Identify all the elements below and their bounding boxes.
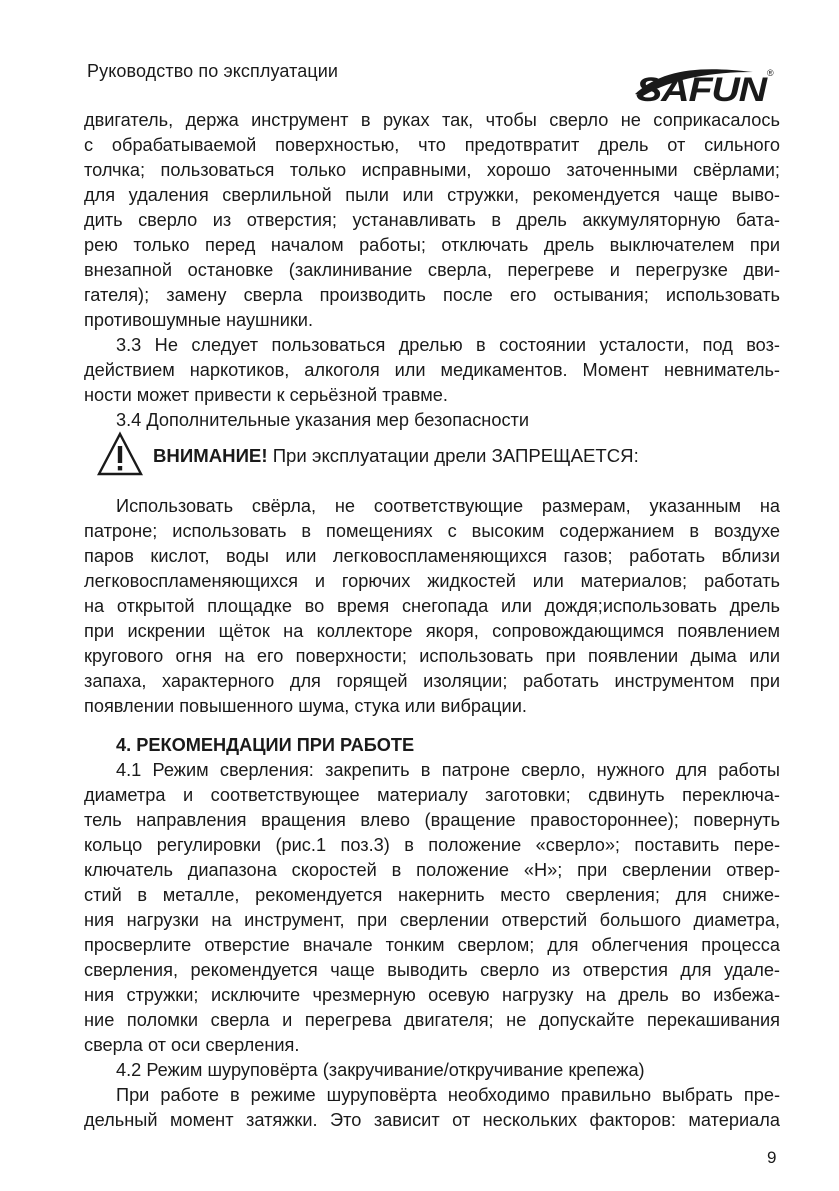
text-line: Использовать свёрла, не соответствующие размерам, указанным на <box>116 496 780 516</box>
text-line: на открытой площадке во время снегопада или дождя;использовать дрель <box>84 596 780 616</box>
text-line: стий в металле, рекомендуется накернить место сверления; для сниже- <box>84 885 780 905</box>
text-line: 4.2 Режим шуруповёрта (закручивание/откручивание крепежа) <box>116 1060 645 1080</box>
text-line: 3.3 Не следует пользоваться дрелью в состоянии усталости, под воз- <box>116 335 780 355</box>
text-line: гателя); замену сверла производить после его остывания; использовать <box>84 285 780 305</box>
safun-logo <box>633 64 777 106</box>
warning-notice <box>97 431 797 489</box>
warning-label: ВНИМАНИЕ! <box>153 445 268 466</box>
text-line: рею только перед началом работы; отключать дрель выключателем при <box>84 235 780 255</box>
text-line: тель направления вращения влево (вращение правостороннее); повернуть <box>84 810 780 830</box>
warning-message: При эксплуатации дрели ЗАПРЕЩАЕТСЯ: <box>267 445 639 466</box>
text-line: запаха, характерного для горящей изоляции; работать инструментом при <box>84 671 780 691</box>
text-line: сверления, рекомендуется чаще выводить сверло из отверстия для удале- <box>84 960 780 980</box>
text-line: ности может привести к серьёзной травме. <box>84 385 448 405</box>
text-line: сверла от оси сверления. <box>84 1035 300 1055</box>
text-line: при искрении щёток на коллекторе якоря, сопровождающимся появлением <box>84 621 780 641</box>
section-heading: 4. РЕКОМЕНДАЦИИ ПРИ РАБОТЕ <box>116 735 415 755</box>
running-header: Руководство по эксплуатации <box>87 61 339 81</box>
text-line: ключатель диапазона скоростей в положение «Н»; при сверлении отвер- <box>84 860 780 880</box>
section-4 <box>84 733 780 1133</box>
text-line: ния нагрузки на инструмент, при сверлении отверстий большого диаметра, <box>84 910 780 930</box>
text-line: противошумные наушники. <box>84 310 314 330</box>
text-line: ния стружки; исключите чрезмерную осевую нагрузку на дрель во избежа- <box>84 985 780 1005</box>
text-line: ние поломки сверла и перегрева двигателя; не допускайте перекашивания <box>84 1010 780 1030</box>
text-line: дельный момент затяжки. Это зависит от нескольких факторов: материала <box>84 1110 780 1130</box>
text-line: кольцо регулировки (рис.1 поз.3) в положение «сверло»; поставить пере- <box>84 835 780 855</box>
warning-text <box>153 445 639 467</box>
logo-text: SAFUN <box>636 71 769 106</box>
text-line: паров кислот, воды или легковоспламеняющихся газов; работать вблизи <box>84 546 780 566</box>
paragraph-block-2 <box>84 494 780 719</box>
text-line: 3.4 Дополнительные указания мер безопасности <box>116 410 530 430</box>
text-line: появлении повышенного шума, стука или вибрации. <box>84 696 527 716</box>
text-line: действием наркотиков, алкоголя или медикаментов. Момент невниматель- <box>84 360 780 380</box>
text-line: с обрабатываемой поверхностью, что предотвратит дрель от сильного <box>84 135 780 155</box>
text-line: диаметра и соответствующее материалу заготовки; сдвинуть переключа- <box>84 785 780 805</box>
text-line: дить сверло из отверстия; устанавливать в дрель аккумуляторную бата- <box>84 210 780 230</box>
text-line: патроне; использовать в помещениях с высоким содержанием в воздухе <box>84 521 780 541</box>
text-line: легковоспламеняющихся и горючих жидкостей или материалов; работать <box>84 571 780 591</box>
text-line: внезапной остановке (заклинивание сверла, перегреве и перегрузке дви- <box>84 260 780 280</box>
text-line: При работе в режиме шуруповёрта необходимо правильно выбрать пре- <box>116 1085 780 1105</box>
warning-triangle-icon <box>97 431 143 477</box>
text-line: кругового огня на его поверхности; использовать при появлении дыма или <box>84 646 780 666</box>
logo-registered-mark: ® <box>767 68 774 78</box>
text-line: 4.1 Режим сверления: закрепить в патроне сверло, нужного для работы <box>116 760 780 780</box>
paragraph-block-1 <box>84 108 780 433</box>
text-line: для удаления сверлильной пыли или стружки, рекомендуется чаще выво- <box>84 185 780 205</box>
page-number: 9 <box>767 1148 777 1167</box>
text-line: толчка; пользоваться только исправными, хорошо заточенными свёрлами; <box>84 160 780 180</box>
text-line: просверлите отверстие вначале тонким сверлом; для облегчения процесса <box>84 935 780 955</box>
text-line: двигатель, держа инструмент в руках так, чтобы сверло не соприкасалось <box>84 110 780 130</box>
